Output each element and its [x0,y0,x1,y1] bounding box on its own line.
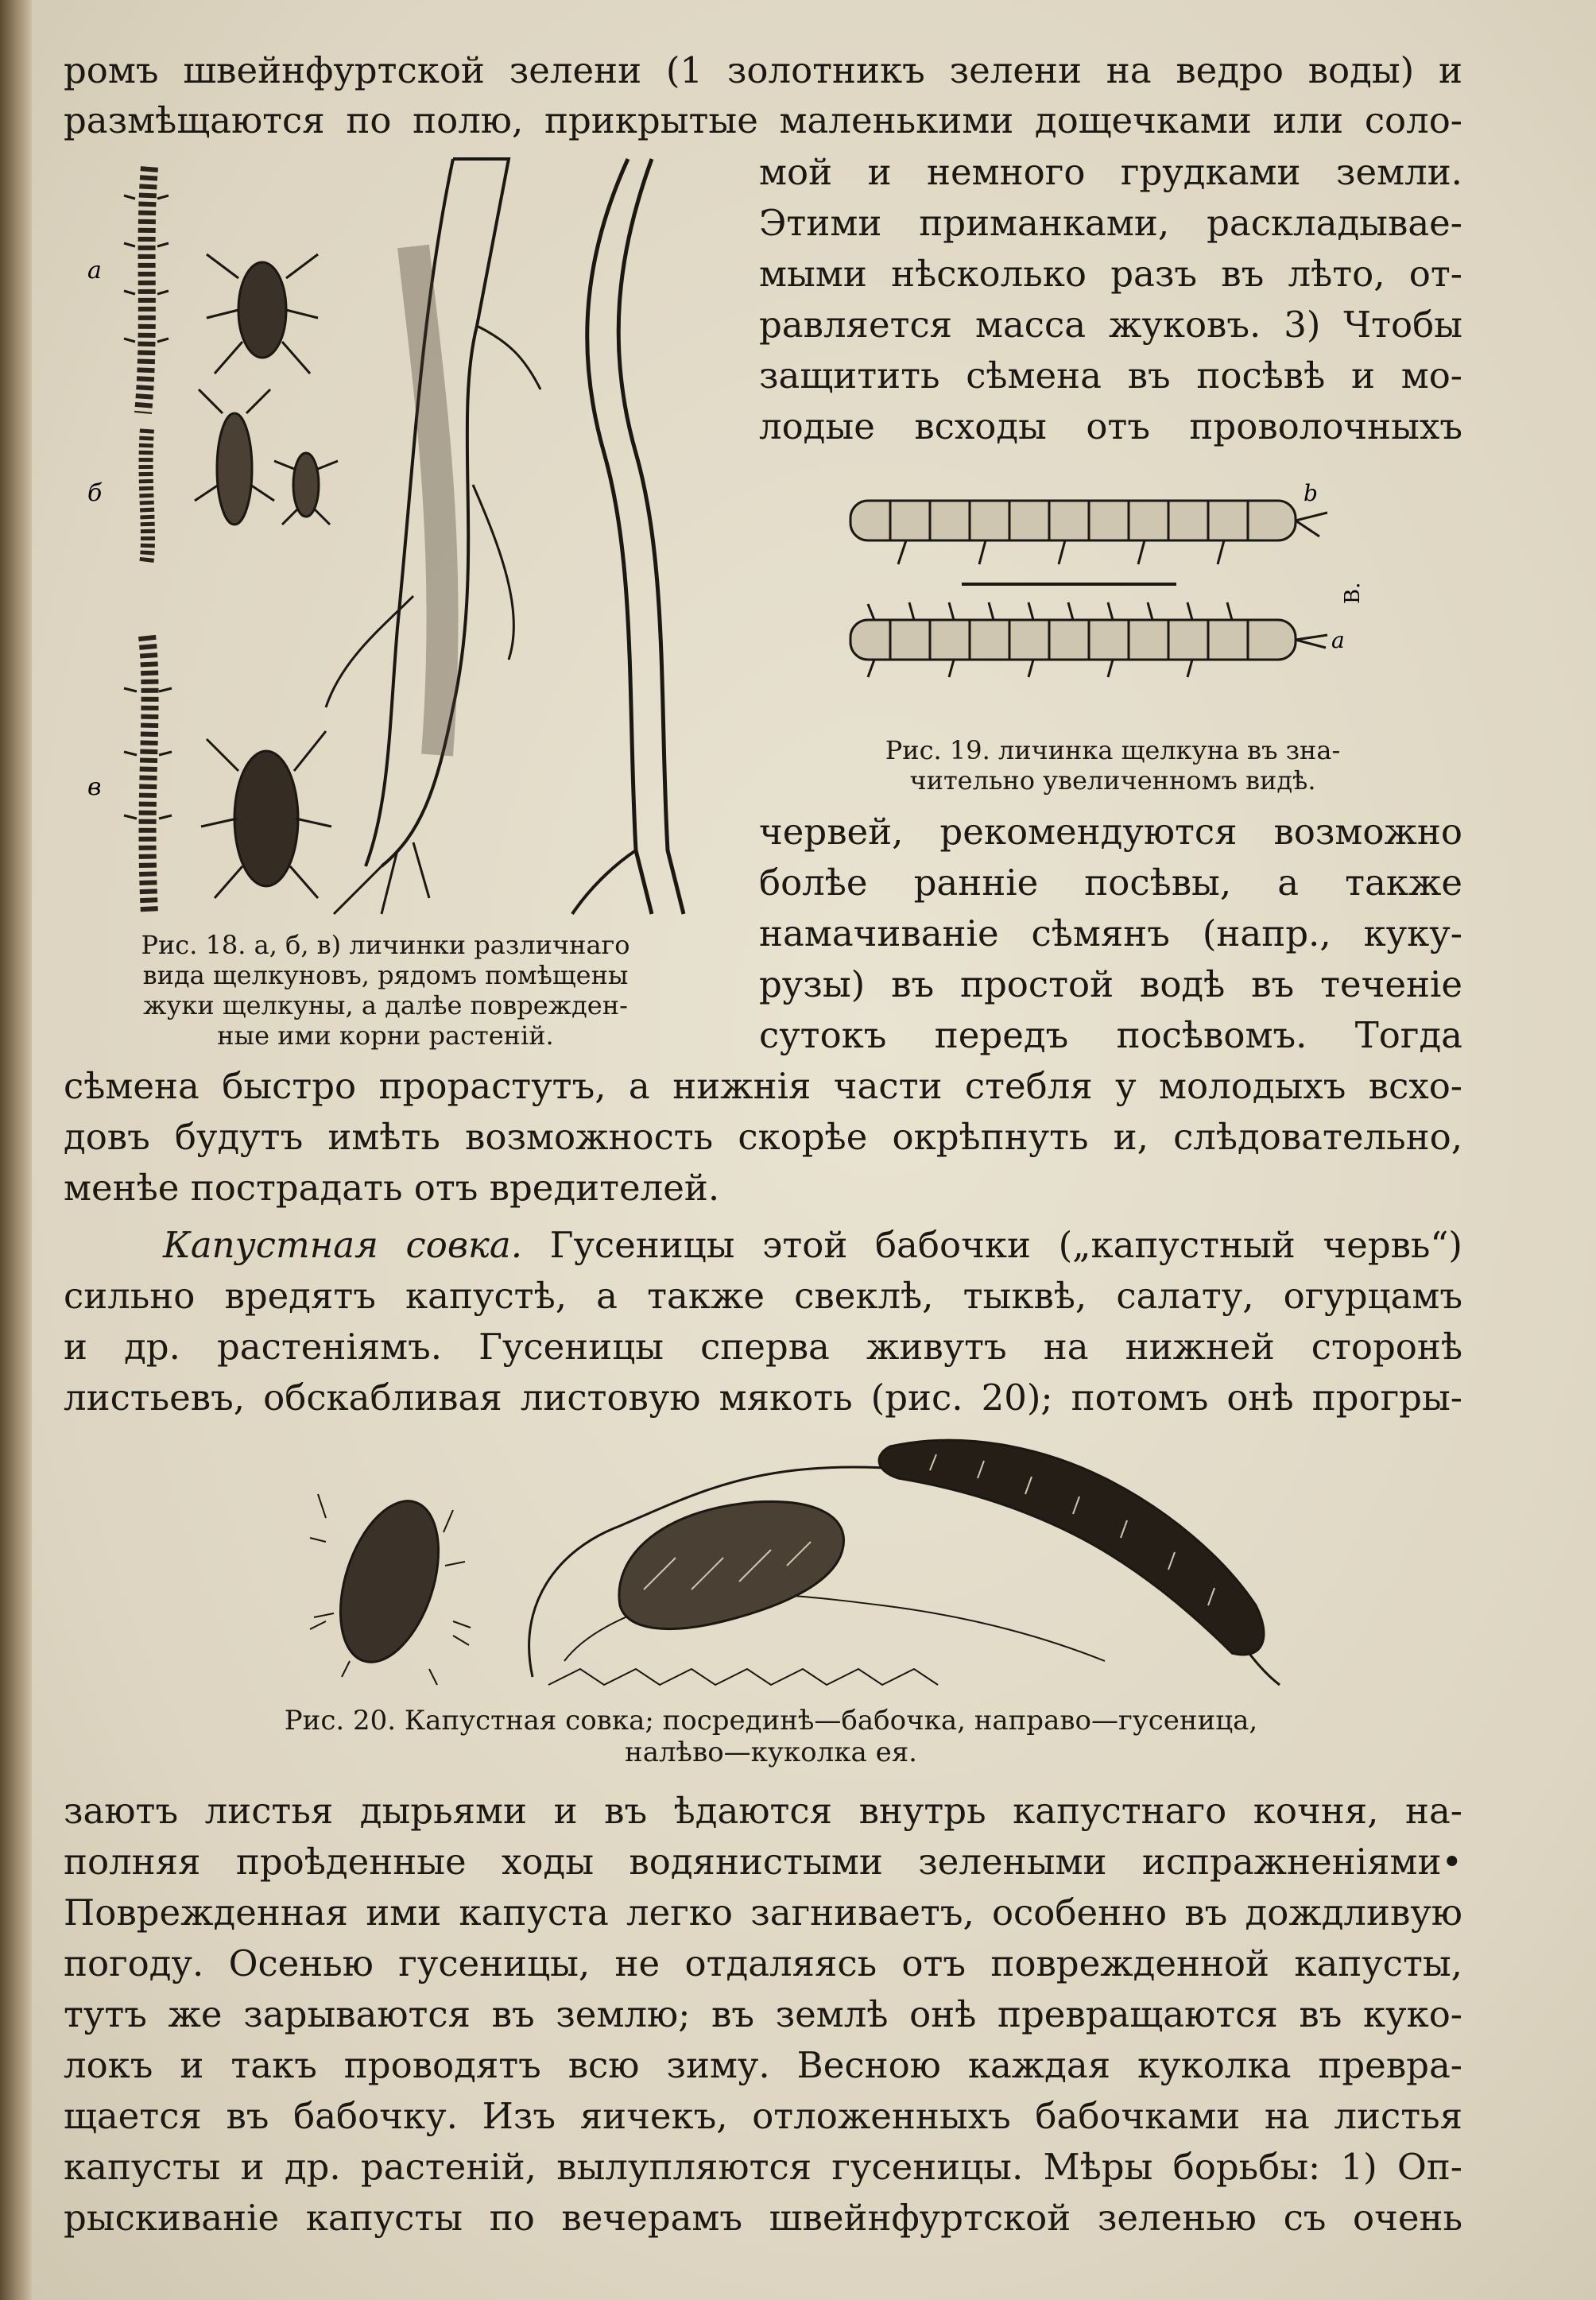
text-line: Поврежденная ими капуста легко загниваетъ, особенно въ дождливую [64,1891,1462,1934]
beetle-middle-drawing [195,389,338,525]
figure-19-caption-line: чительно увеличенномъ видѣ. [909,765,1316,796]
damaged-root-2-drawing [572,159,684,914]
text-line: намачиваніе сѣмянъ (напр., куку- [759,912,1462,954]
figure-19-illustration [843,477,1383,707]
caterpillar-drawing [879,1440,1264,1655]
figure-18-caption-line: жуки щелкуны, а далѣе поврежден- [143,990,628,1020]
text-line: сутокъ передъ посѣвомъ. Тогда [759,1014,1462,1056]
text-line: Этими приманками, раскладывае- [759,202,1462,244]
beetle-top-drawing [207,254,318,374]
figure-18-caption [76,930,695,1051]
beetle-bottom-drawing [201,731,331,898]
moth-drawing [619,1501,844,1628]
figure-18-label-v: в [87,773,102,801]
figure-19-caption-line: Рис. 19. личинка щелкуна въ зна- [885,735,1341,765]
text-line: локъ и такъ проводятъ всю зиму. Весною каждая куколка превра- [64,2044,1462,2086]
text-line: полняя проѣденные ходы водянистыми зелеными испражненіями• [64,1841,1462,1883]
text-line: погоду. Осенью гусеницы, не отдаляясь отъ поврежденной капусты, [64,1942,1462,1984]
figure-20-caption-line: Рис. 20. Капустная совка; посрединѣ—бабочка, направо—гусеница, [284,1705,1258,1737]
figure-20-illustration [246,1423,1423,1701]
figure-20-caption-line: налѣво—куколка ея. [625,1737,917,1768]
larva-bottom-magnified-drawing [850,602,1327,677]
text-line: сѣмена быстро прорастутъ, а нижнія части стебля у молодыхъ всхо- [64,1065,1462,1107]
text-line: тутъ же зарываются въ землю; въ землѣ онѣ превращаются въ куко- [64,1993,1462,2035]
text-line: червей, рекомендуются возможно [759,811,1462,853]
text-run: Гусеницы этой бабочки („капустный червь“) [522,1224,1462,1266]
figure-19-label-b: b [1304,480,1318,506]
text-line: рыскиваніе капусты по вечерамъ швейнфуртской зеленью съ очень [64,2197,1462,2239]
book-binding-shadow [0,0,32,2300]
text-line: и др. растеніямъ. Гусеницы сперва живутъ на нижней сторонѣ [64,1326,1462,1368]
figure-18-label-b: б [87,479,103,507]
text-line: довъ будутъ имѣть возможность скорѣе окрѣпнуть и, слѣдовательно, [64,1116,1462,1158]
section-title: Капустная совка. [163,1224,523,1266]
text-line: размѣщаются по полю, прикрытые маленькими дощечками или соло- [64,99,1462,141]
larva-v-drawing [124,636,172,914]
text-line: болѣе ранніе посѣвы, а также [759,862,1462,904]
text-line-section-start [163,1222,1462,1268]
text-line: лодые всходы отъ проволочныхъ [759,405,1462,447]
text-line: капусты и др. растеній, вылупляются гусеницы. Мѣры борьбы: 1) Оп- [64,2146,1462,2188]
text-line: щается въ бабочку. Изъ яичекъ, отложенныхъ бабочками на листья [64,2095,1462,2137]
figure-18-caption-line: Рис. 18. а, б, в) личинки различнаго [141,930,630,960]
larva-a-drawing [124,167,169,413]
text-line: ромъ швейнфуртской зелени (1 золотникъ зелени на ведро воды) и [64,49,1462,91]
text-line: менѣе пострадать отъ вредителей. [64,1167,720,1209]
text-line: защитить сѣмена въ посѣвѣ и мо- [759,354,1462,397]
pupa-drawing [310,1489,471,1685]
text-line: листьевъ, обскабливая листовую мякоть (рис. 20); потомъ онѣ прогры- [64,1377,1462,1419]
damaged-root-drawing [326,159,540,914]
figure-18-caption-line: ные ими корни растеній. [217,1020,554,1051]
figure-18-label-a: а [87,257,102,285]
larva-b-drawing [146,429,148,564]
text-line: заютъ листья дырьями и въ ѣдаются внутрь капустнаго кочня, на- [64,1790,1462,1832]
figure-18-illustration [79,151,699,922]
text-line: мой и немного грудками земли. [759,151,1462,193]
figure-19-side-label: В. [1341,582,1365,604]
text-line: мыми нѣсколько разъ въ лѣто, от- [759,253,1462,295]
figure-19-label-a: a [1331,627,1345,653]
text-line: сильно вредятъ капустѣ, а также свеклѣ, тыквѣ, салату, огурцамъ [64,1275,1462,1317]
text-line: равляется масса жуковъ. 3) Чтобы [759,304,1462,346]
figure-18-caption-line: вида щелкуновъ, рядомъ помѣщены [142,960,629,990]
larva-top-magnified-drawing [850,501,1327,564]
figure-19-caption [811,735,1415,796]
figure-20-caption [127,1705,1415,1768]
text-line: рузы) въ простой водѣ въ теченіе [759,963,1462,1005]
